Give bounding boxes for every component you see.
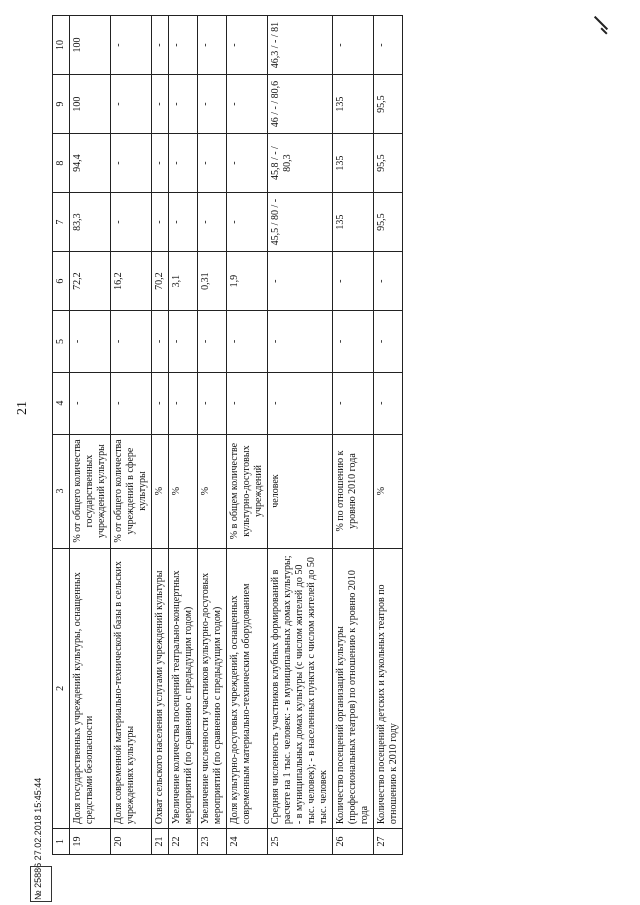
table-cell-c8: - [152, 134, 169, 193]
table-cell-c8: - [111, 134, 152, 193]
table-cell-c7: - [152, 193, 169, 252]
table-cell-c5: - [227, 311, 268, 373]
table-cell-unit: % от общего количества учреждений в сфере культуры [111, 434, 152, 548]
table-cell-unit: человек [268, 434, 333, 548]
table-cell-unit: % [374, 434, 403, 548]
table-row [152, 16, 169, 855]
header-col-9: 9 [53, 75, 70, 134]
table-row [333, 16, 374, 855]
gosuslugi-logo [30, 866, 52, 902]
table-cell-c4: - [169, 372, 198, 434]
table-cell-unit: % в общем количестве культурно-досуговых учреждений [227, 434, 268, 548]
table-cell-c6: 16,2 [111, 252, 152, 311]
table-cell-unit: % по отношению к уровню 2010 года [333, 434, 374, 548]
table-cell-c5: - [169, 311, 198, 373]
header-col-5: 5 [53, 311, 70, 373]
table-cell-c9: - [198, 75, 227, 134]
table-cell-c6: 1,9 [227, 252, 268, 311]
table-cell-c9: - [169, 75, 198, 134]
table-cell-c4: - [374, 372, 403, 434]
table-cell-c7: 95,5 [374, 193, 403, 252]
page-number: 21 [15, 401, 30, 415]
table-cell-c8: - [198, 134, 227, 193]
table-cell-n: 26 [333, 829, 374, 855]
table-cell-c6: 0,31 [198, 252, 227, 311]
table-row [198, 16, 227, 855]
table-cell-c5: - [333, 311, 374, 373]
table-cell-c6: - [268, 252, 333, 311]
table-cell-c10: - [152, 16, 169, 75]
table-cell-c9: - [227, 75, 268, 134]
table-cell-c4: - [198, 372, 227, 434]
table-cell-c9: 100 [70, 75, 111, 134]
table-cell-c4: - [268, 372, 333, 434]
table-row [169, 16, 198, 855]
table-cell-c6: 70,2 [152, 252, 169, 311]
table-cell-c8: - [169, 134, 198, 193]
table-cell-c10: - [333, 16, 374, 75]
table-cell-name: Охват сельского населения услугами учреждений культуры [152, 548, 169, 829]
table-cell-n: 23 [198, 829, 227, 855]
table-row [70, 16, 111, 855]
table-cell-c7: - [111, 193, 152, 252]
table-cell-name: Увеличение численности участников культурно-досуговых мероприятий (по сравнению с предыдущим годом) [198, 548, 227, 829]
table-cell-c9: 46 / - / 80,6 [268, 75, 333, 134]
header-col-10: 10 [53, 16, 70, 75]
table-row [111, 16, 152, 855]
table-cell-c7: 45,5 / 80 / - [268, 193, 333, 252]
table-cell-c9: - [152, 75, 169, 134]
table-cell-name: Увеличение количества посещений театрально-концертных мероприятий (по сравнению с предыдущим годом) [169, 548, 198, 829]
table-row [374, 16, 403, 855]
table-row [227, 16, 268, 855]
table-cell-c7: - [227, 193, 268, 252]
table-cell-c6: 3,1 [169, 252, 198, 311]
header-col-6: 6 [53, 252, 70, 311]
table-cell-c4: - [111, 372, 152, 434]
table-cell-c8: - [227, 134, 268, 193]
table-row [268, 16, 333, 855]
table-cell-n: 27 [374, 829, 403, 855]
table-cell-n: 24 [227, 829, 268, 855]
table-cell-c10: - [227, 16, 268, 75]
table-cell-c4: - [227, 372, 268, 434]
table-cell-c9: 135 [333, 75, 374, 134]
table-cell-unit: % [152, 434, 169, 548]
table-header-row [53, 16, 70, 855]
table-cell-c7: 83,3 [70, 193, 111, 252]
table-cell-n: 22 [169, 829, 198, 855]
table-cell-c5: - [374, 311, 403, 373]
table-cell-name: Доля государственных учреждений культуры, оснащенных средствами безопасности [70, 548, 111, 829]
table-cell-c8: 45,8 / - / 80,3 [268, 134, 333, 193]
table-cell-c7: - [169, 193, 198, 252]
header-col-1: 1 [53, 829, 70, 855]
table-cell-n: 21 [152, 829, 169, 855]
table-cell-c5: - [70, 311, 111, 373]
header-col-8: 8 [53, 134, 70, 193]
table-cell-c5: - [198, 311, 227, 373]
table-cell-c6: - [374, 252, 403, 311]
table-cell-c8: 95,5 [374, 134, 403, 193]
table-cell-c9: 95,5 [374, 75, 403, 134]
table-cell-unit: % [198, 434, 227, 548]
table-cell-c10: 46,3 / - / 81 [268, 16, 333, 75]
rotated-table-container [52, 15, 403, 855]
header-col-2: 2 [53, 548, 70, 829]
table-cell-c5: - [152, 311, 169, 373]
table-cell-unit: % от общего количества государственных учреждений культуры [70, 434, 111, 548]
table-cell-n: 19 [70, 829, 111, 855]
table-cell-name: Доля современной материально-технической базы в сельских учреждениях культуры [111, 548, 152, 829]
table-cell-name: Количество посещений организаций культуры (профессиональных театров) по отношению к уровню 2010 года [333, 548, 374, 829]
header-col-7: 7 [53, 193, 70, 252]
header-col-3: 3 [53, 434, 70, 548]
table-cell-c4: - [70, 372, 111, 434]
indicators-table [52, 15, 403, 855]
table-cell-n: 25 [268, 829, 333, 855]
table-cell-n: 20 [111, 829, 152, 855]
table-cell-c10: - [374, 16, 403, 75]
table-cell-c8: 135 [333, 134, 374, 193]
registration-stamp: № 25886 27.02.2018 15:45:44 [33, 777, 43, 900]
table-cell-c9: - [111, 75, 152, 134]
table-cell-unit: % [169, 434, 198, 548]
table-cell-c5: - [111, 311, 152, 373]
table-cell-name: Количество посещений детских и кукольных театров по отношению к 2010 году [374, 548, 403, 829]
table-cell-c4: - [152, 372, 169, 434]
table-cell-c10: - [169, 16, 198, 75]
table-cell-c7: - [198, 193, 227, 252]
table-cell-name: Доля культурно-досуговых учреждений, оснащенных современным материально-техническим оборудованием [227, 548, 268, 829]
table-cell-c10: 100 [70, 16, 111, 75]
table-cell-c10: - [111, 16, 152, 75]
table-cell-c6: - [333, 252, 374, 311]
table-cell-c7: 135 [333, 193, 374, 252]
table-cell-c10: - [198, 16, 227, 75]
header-col-4: 4 [53, 372, 70, 434]
table-cell-name: Средняя численность участников клубных формирований в расчете на 1 тыс. человек: - в муниципальных домах культуры; - в муниципальных домах культуры (с числом жителей до 50 тыс. человек); - в населенных пунктах с числом жителей до 50 тыс. человек [268, 548, 333, 829]
table-cell-c5: - [268, 311, 333, 373]
table-cell-c8: 94,4 [70, 134, 111, 193]
table-cell-c6: 72,2 [70, 252, 111, 311]
table-cell-c4: - [333, 372, 374, 434]
